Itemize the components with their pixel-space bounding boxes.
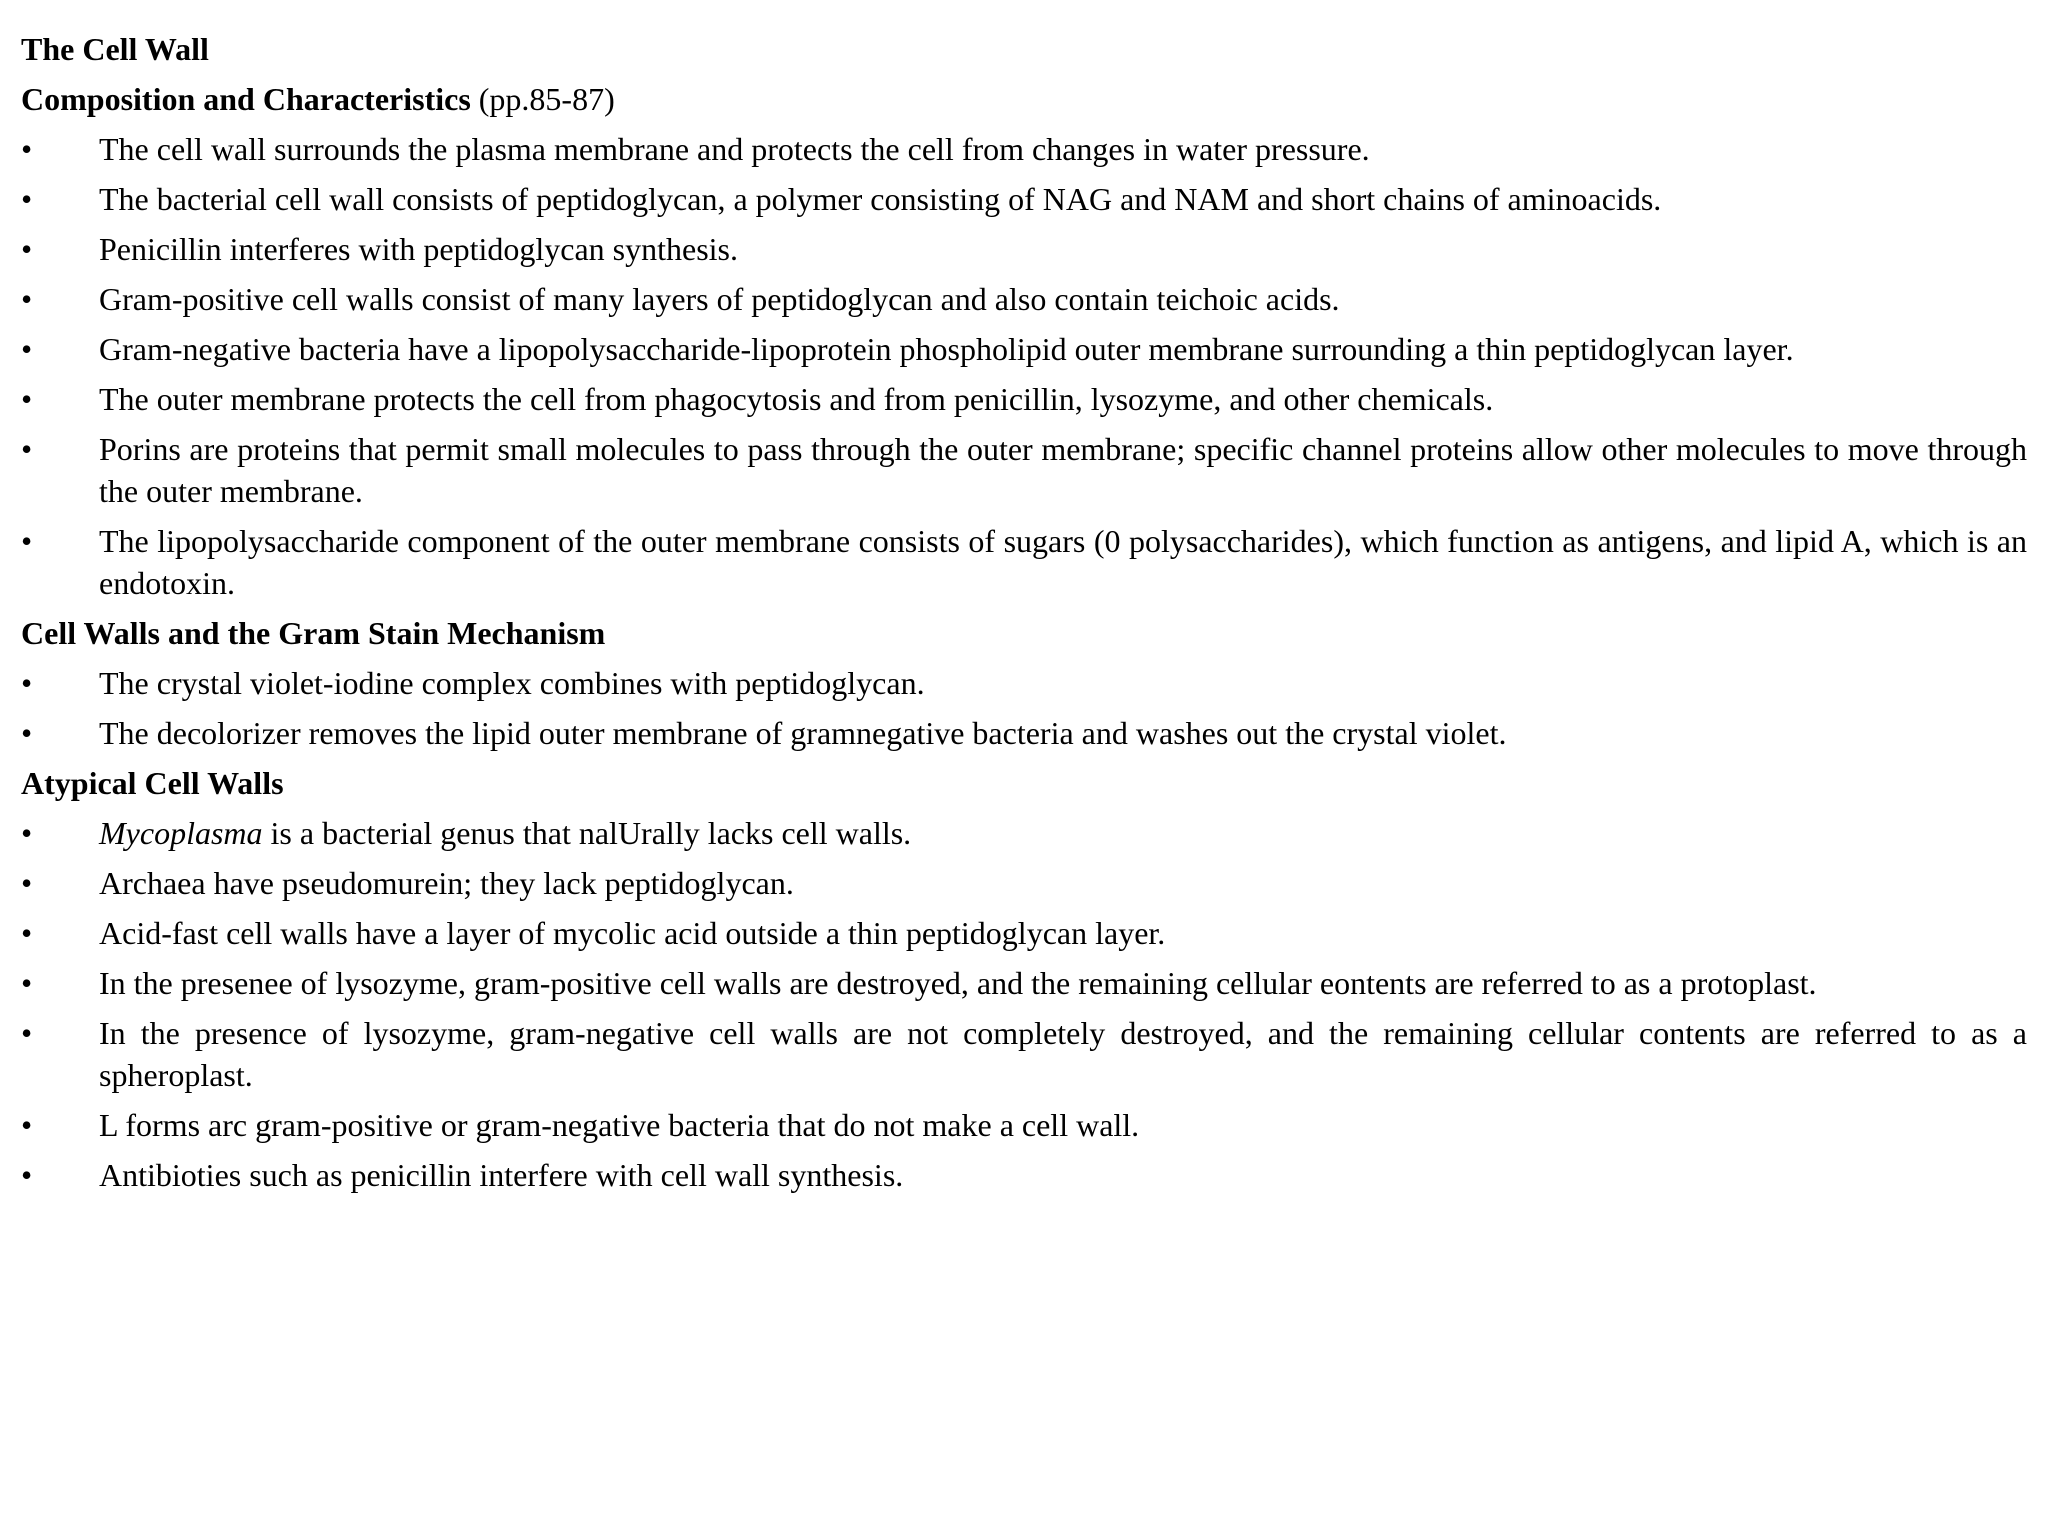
bullet-marker: • (21, 331, 33, 367)
bullet-marker: • (21, 715, 33, 751)
bullet-marker: • (21, 381, 33, 417)
bullet-marker: • (21, 131, 33, 167)
list-item (21, 962, 2027, 1004)
genus-name: Mycoplasma (99, 815, 263, 851)
bullet-marker: • (21, 665, 33, 701)
list-item-text: The outer membrane protects the cell from phagocytosis and from penicillin, lysozyme, and other chemicals. (99, 381, 1494, 417)
list-item-text: Acid-fast cell walls have a layer of mycolic acid outside a thin peptidoglycan layer. (99, 915, 1166, 951)
section-heading-gram-stain: Cell Walls and the Gram Stain Mechanism (21, 615, 606, 651)
bullet-marker: • (21, 431, 33, 467)
list-item (21, 328, 2027, 370)
list-item (21, 912, 2027, 954)
list-item (21, 862, 2027, 904)
list-item (21, 178, 2027, 220)
list-item (21, 812, 2027, 854)
list-item-text: The decolorizer removes the lipid outer membrane of gramnegative bacteria and washes out the crystal violet. (99, 715, 1507, 751)
list-item (21, 1012, 2027, 1096)
section-heading-atypical: Atypical Cell Walls (21, 765, 284, 801)
section-heading-composition (21, 78, 2027, 120)
list-item (21, 128, 2027, 170)
list-item-text: The bacterial cell wall consists of peptidoglycan, a polymer consisting of NAG and NAM and short chains of aminoacids. (99, 181, 1662, 217)
bullet-marker: • (21, 1157, 33, 1193)
list-item-text: Antibioties such as penicillin interfere with cell wall synthesis. (99, 1157, 904, 1193)
list-item-text: The lipopolysaccharide component of the outer membrane consists of sugars (0 polysaccharides), which function as antigens, and lipid A, which is an endotoxin. (99, 523, 2027, 601)
page-reference: (pp.85-87) (470, 81, 615, 117)
bullet-marker: • (21, 965, 33, 1001)
list-item-text: The cell wall surrounds the plasma membrane and protects the cell from changes in water pressure. (99, 131, 1370, 167)
bullet-marker: • (21, 865, 33, 901)
bullet-marker: • (21, 1015, 33, 1051)
list-item (21, 712, 2027, 754)
list-item-text: L forms arc gram-positive or gram-negative bacteria that do not make a cell wall. (99, 1107, 1140, 1143)
list-item-text (99, 812, 2027, 854)
list-item-text: Porins are proteins that permit small molecules to pass through the outer membrane; specific channel proteins allow other molecules to move through the outer membrane. (99, 431, 2027, 509)
list-item (21, 228, 2027, 270)
list-item (21, 1104, 2027, 1146)
list-item (21, 278, 2027, 320)
list-item-text: Penicillin interferes with peptidoglycan synthesis. (99, 231, 738, 267)
bullet-marker: • (21, 281, 33, 317)
list-item-text: Archaea have pseudomurein; they lack peptidoglycan. (99, 865, 794, 901)
bullet-marker: • (21, 181, 33, 217)
list-item-text-rest: is a bacterial genus that nalUrally lacks cell walls. (262, 815, 912, 851)
list-item (21, 662, 2027, 704)
bullet-marker: • (21, 523, 33, 559)
list-item-text: Gram-negative bacteria have a lipopolysaccharide-lipoprotein phospholipid outer membrane surrounding a thin peptidoglycan layer. (99, 331, 1794, 367)
document-title: The Cell Wall (21, 31, 209, 67)
list-item-text: In the presenee of lysozyme, gram-positive cell walls are destroyed, and the remaining cellular eontents are referred to as a protoplast. (99, 965, 1817, 1001)
list-item (21, 520, 2027, 604)
bullet-marker: • (21, 815, 33, 851)
bullet-marker: • (21, 915, 33, 951)
bullet-marker: • (21, 1107, 33, 1143)
list-item (21, 1154, 2027, 1196)
list-item-text: In the presence of lysozyme, gram-negative cell walls are not completely destroyed, and the remaining cellular contents are referred to as a spheroplast. (99, 1015, 2027, 1093)
list-item-text: The crystal violet-iodine complex combines with peptidoglycan. (99, 665, 925, 701)
section-heading-text: Composition and Characteristics (21, 81, 471, 117)
bullet-marker: • (21, 231, 33, 267)
list-item (21, 428, 2027, 512)
list-item-text: Gram-positive cell walls consist of many layers of peptidoglycan and also contain teichoic acids. (99, 281, 1340, 317)
list-item (21, 378, 2027, 420)
